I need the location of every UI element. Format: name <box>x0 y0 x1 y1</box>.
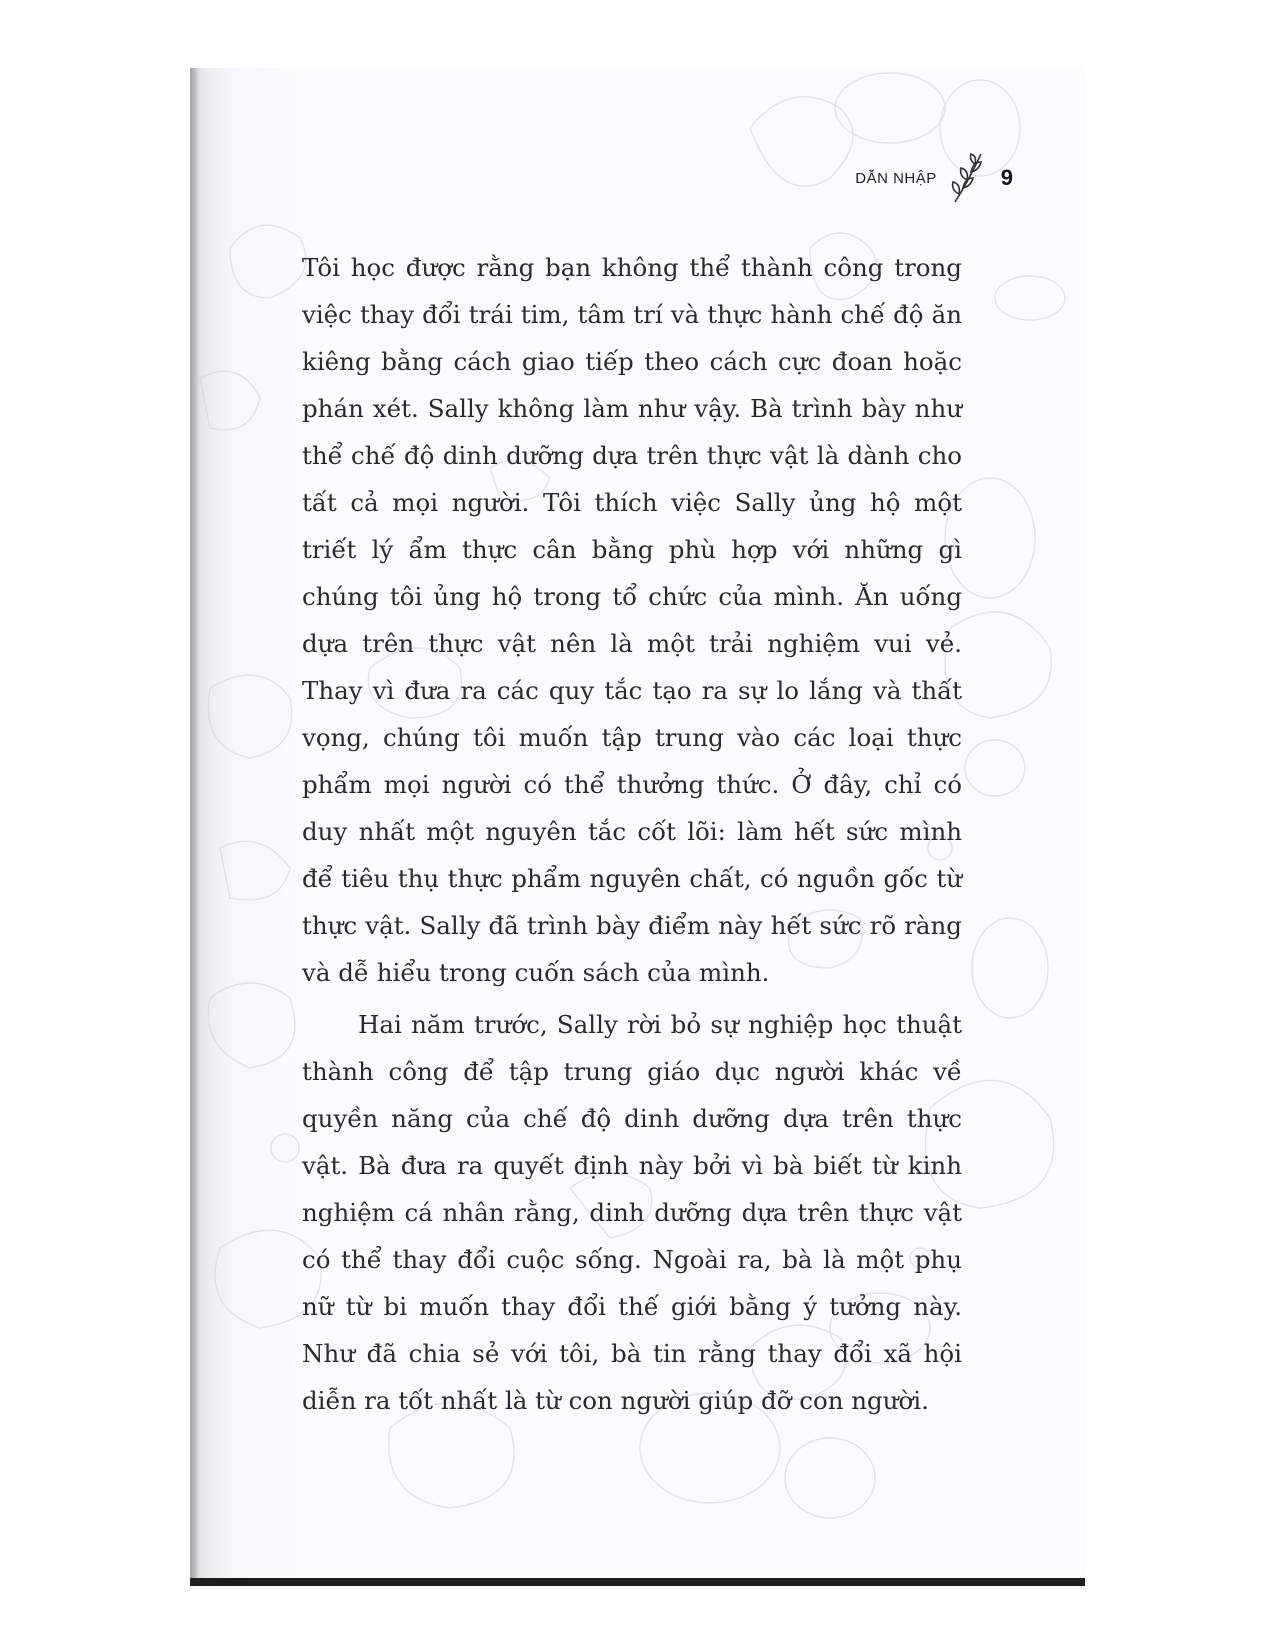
section-title: DẪN NHẬP <box>855 169 937 187</box>
book-page <box>190 68 1085 1586</box>
body-text <box>302 244 962 1424</box>
page-number: 9 <box>1000 165 1013 190</box>
page-bottom-edge <box>190 1578 1085 1586</box>
running-header <box>855 150 1013 206</box>
paragraph: Hai năm trước, Sally rời bỏ sự nghiệp học thuật thành công để tập trung giáo dục người khác về quyền năng của chế độ dinh dưỡng dựa trên thực vật. Bà đưa ra quyết định này bởi vì bà biết từ kinh nghiệm cá nhân rằng, dinh dưỡng dựa trên thực vật có thể thay đổi cuộc sống. Ngoài ra, bà là một phụ nữ từ bi muốn thay đổi thế giới bằng ý tưởng này. Như đã chia sẻ với tôi, bà tin rằng thay đổi xã hội diễn ra tốt nhất là từ con người giúp đỡ con người. <box>302 1010 962 1415</box>
paragraph: Tôi học được rằng bạn không thể thành công trong việc thay đổi trái tim, tâm trí và thực hành chế độ ăn kiêng bằng cách giao tiếp theo cách cực đoan hoặc phán xét. Sally không làm như vậy. Bà trình bày như thể chế độ dinh dưỡng dựa trên thực vật là dành cho tất cả mọi người. Tôi thích việc Sally ủng hộ một triết lý ẩm thực cân bằng phù hợp với những gì chúng tôi ủng hộ trong tổ chức của mình. Ăn uống dựa trên thực vật nên là một trải nghiệm vui vẻ. Thay vì đưa ra các quy tắc tạo ra sự lo lắng và thất vọng, chúng tôi muốn tập trung vào các loại thực phẩm mọi người có thể thưởng thức. Ở đây, chỉ có duy nhất một nguyên tắc cốt lõi: làm hết sức mình để tiêu thụ thực phẩm nguyên chất, có nguồn gốc từ thực vật. Sally đã trình bày điểm này hết sức rõ ràng và dễ hiểu trong cuốn sách của mình. <box>302 253 962 987</box>
leaf-sprig-icon <box>947 150 991 206</box>
page-gutter-shadow <box>190 68 200 1586</box>
